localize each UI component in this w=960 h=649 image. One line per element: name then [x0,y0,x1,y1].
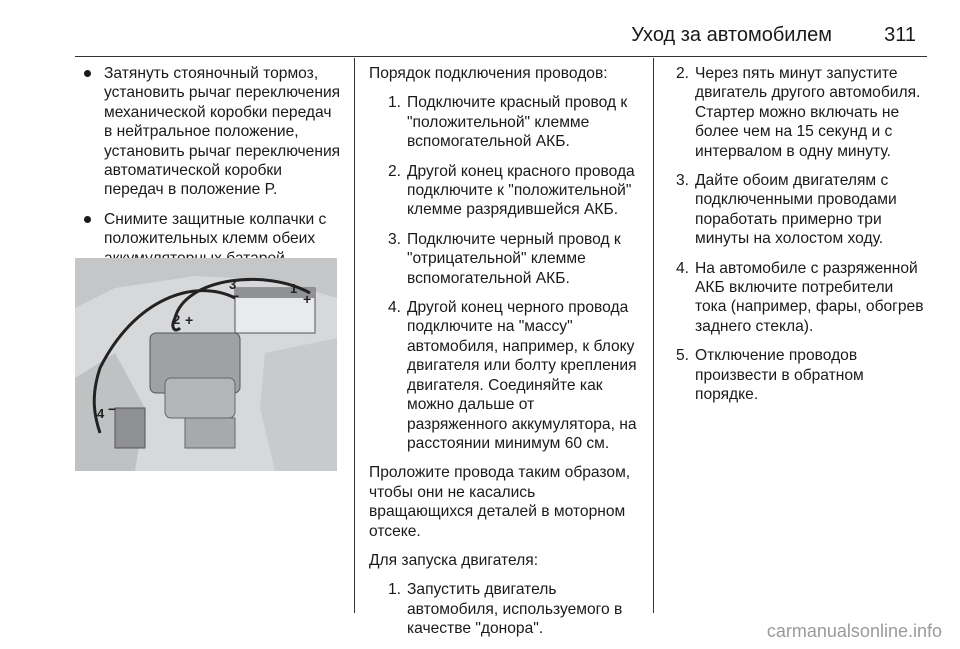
column-1 [80,64,342,278]
bullet-item: Снимите защитные колпачки с положительных клемм обеих [80,210,342,268]
column-2 [369,64,637,649]
list-item: 4. На автомобиле с разряженной АКБ включите потребители тока (например, фары, обогрев заднего стекла). [675,259,924,335]
svg-text:+: + [185,312,194,328]
jump-start-diagram [75,258,337,471]
label-4: 4 [97,406,105,421]
column-divider-2 [653,58,654,613]
list-item: 4. Другой конец черного провода подключите на "массу" автомобиля, например, к блоку двигателя или болту крепления двигателя. Соединяйте как можно дальше от разряженного аккумулятора, на расстоянии минимум 60 см. [387,299,637,452]
list-item: 2. Через пять минут запустите двигатель другого автомобиля. Стартер можно включать не более чем на 15 секунд и с интервалом в одну минуту. [675,65,921,160]
bullet-item: Затянуть стояночный тормоз, установить рычаг переключения механической коробки передач в нейтральное положение, установить рычаг переключения автоматической коробки передач в положение P. [80,64,342,200]
header-rule [75,56,927,57]
section-title: Уход за автомобилем [631,24,832,46]
svg-text:−: − [108,401,117,417]
column-3 [667,64,929,415]
label-1: 1 [290,281,298,296]
list-item: 1. Подключите красный провод к "положительной" клемме вспомогательной АКБ. [387,94,628,151]
list-item: 3. Дайте обоим двигателям с подключенными проводами поработать примерно три минуты на холостом ходу. [675,172,897,248]
list-item: 1. Запустить двигатель автомобиля, используемого в качестве "донора". [387,581,623,638]
connection-order-intro: Порядок подключения проводов: [369,65,608,82]
list-item: 3. Подключите черный провод к "отрицательной" клемме вспомогательной АКБ. [387,230,621,287]
svg-text:+: + [303,291,312,307]
start-intro: Для запуска двигателя: [369,551,539,569]
page-header [0,26,916,50]
page-number: 311 [884,24,916,46]
routing-paragraph: Проложите провода таким образом, чтобы они не касались вращающихся деталей в моторном отсеке. [369,464,631,540]
engine-bay-illustration [75,258,337,471]
watermark: carmanualsonline.info [766,621,942,641]
svg-text:−: − [231,288,240,304]
column-divider-1 [354,58,355,613]
list-item: 5. Отключение проводов произвести в обратном порядке. [675,347,864,404]
label-2: 2 [173,312,181,327]
label-3: 3 [229,277,237,292]
list-item: 2. Другой конец красного провода подключите к "положительной" клемме разрядившейся АКБ. [387,162,635,219]
